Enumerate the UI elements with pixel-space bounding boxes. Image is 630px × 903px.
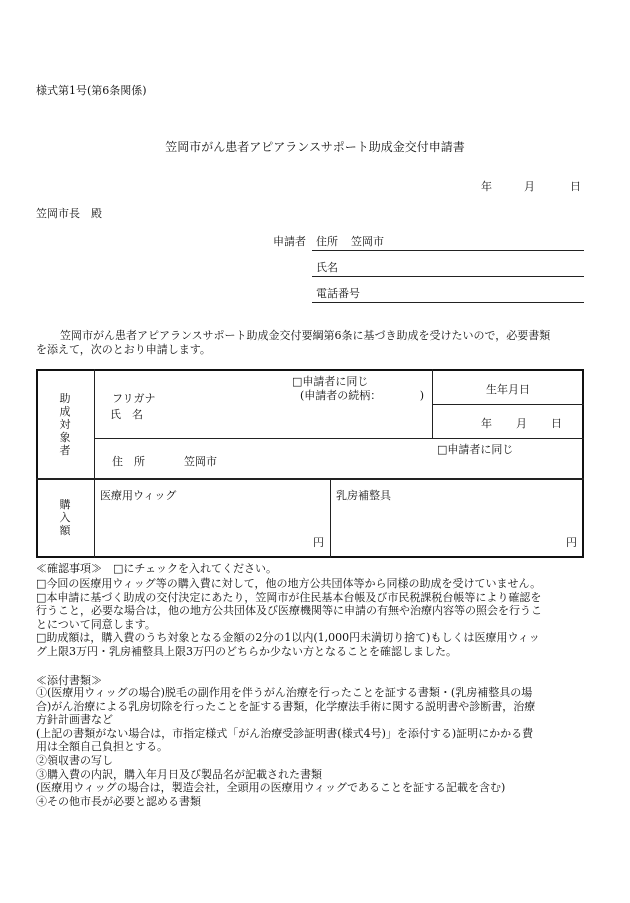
birth-day: 日: [551, 417, 562, 430]
applicant-phone-line[interactable]: [312, 302, 584, 303]
birthdate-label: 生年月日: [486, 383, 530, 396]
breast-yen: 円: [566, 536, 577, 549]
attach-line: (上記の書類がない場合は，市指定様式「がん治療受診証明書(様式4号)」を添付する)証明にかかる費: [36, 726, 534, 740]
applicant-address-line[interactable]: [312, 250, 584, 251]
label-column-divider: [94, 369, 95, 558]
applicant-address-value: 笠岡市: [351, 235, 384, 248]
attach-line: ①(医療用ウィッグの場合)脱毛の副作用を伴うがん治療を行ったことを証する書類・(乳房補整具の場: [36, 686, 533, 699]
attach-line: 合)がん治療による乳房切除を行ったことを証する書類，化学療法手術に関する説明書や診断書，治療: [36, 699, 536, 713]
attach-line: ③購入費の内訳，購入年月日及び製品名が記載された書類: [36, 767, 322, 781]
confirm-item-3[interactable]: □助成額は，購入費のうち対象となる金額の2分の1以内(1,000円未満切り捨て)もしくは医療用ウィッ: [36, 631, 540, 645]
purchase-label: 購 入 額: [59, 498, 71, 537]
subject-address-label: 住 所: [112, 455, 145, 468]
address-row-divider: [94, 438, 584, 439]
intro-paragraph: [36, 329, 550, 356]
attach-heading: ≪添付書類≫: [36, 674, 102, 687]
wig-yen: 円: [313, 536, 324, 549]
page-title: 笠岡市がん患者アピアランスサポート助成金交付申請書: [165, 140, 465, 154]
applicant-name-line[interactable]: [312, 276, 584, 277]
subject-label: 助 成 対 象 者: [59, 392, 71, 457]
wig-label: 医療用ウィッグ: [100, 489, 177, 502]
intro-line: 笠岡市がん患者アピアランスサポート助成金交付要綱第6条に基づき助成を受けたいので，必要書類: [60, 329, 551, 342]
date-month: 月: [524, 180, 535, 193]
furigana-label: フリガナ: [112, 392, 156, 405]
confirm-item-1[interactable]: □今回の医療用ウィッグ等の購入費に対して，他の地方公共団体等から同様の助成を受けていません。: [36, 577, 542, 590]
attach-line: ②領収書の写し: [36, 753, 113, 767]
attach-line: 方針計画書など: [36, 713, 113, 727]
addressee: 笠岡市長 殿: [36, 207, 102, 220]
same-address-checkbox[interactable]: □申請者に同じ: [437, 443, 514, 456]
subject-address-value: 笠岡市: [184, 455, 217, 468]
confirm-item-2[interactable]: □本申請に基づく助成の交付決定にあたり，笠岡市が住民基本台帳及び市民税課税台帳等により確認を: [36, 590, 542, 604]
birth-month: 月: [516, 417, 527, 430]
confirm-list: [36, 577, 542, 659]
applicant-phone-label: 電話番号: [316, 287, 360, 300]
confirm-heading: ≪確認事項≫ □にチェックを入れてください。: [36, 562, 278, 575]
breast-label: 乳房補整具: [336, 489, 391, 502]
birth-year: 年: [481, 417, 492, 430]
subject-name-label: 氏 名: [110, 408, 143, 421]
purchase-column-divider: [330, 479, 331, 558]
confirm-item-2-cont: とについて同意します。: [36, 617, 156, 631]
applicant-name-label: 氏名: [316, 261, 338, 274]
attach-line: ④その他市長が必要と認める書類: [36, 794, 201, 808]
confirm-item-2-cont: 行うこと，必要な場合は，他の地方公共団体及び医療機関等に申請の有無や治療内容等の照会を行うこ: [36, 604, 542, 618]
confirm-item-3-cont: グ上限3万円・乳房補整具上限3万円のどちらか少ない方となることを確認しました。: [36, 644, 457, 658]
date-day: 日: [570, 180, 581, 193]
applicant-label: 申請者: [273, 235, 306, 248]
date-year: 年: [481, 180, 492, 193]
intro-line: を添えて，次のとおり申請します。: [36, 342, 211, 356]
relationship-field[interactable]: (申請者の続柄： ): [300, 389, 425, 402]
form-number: 様式第1号(第6条関係): [36, 84, 147, 97]
attach-line: 用は全額自己負担とする。: [36, 740, 168, 754]
same-as-applicant-checkbox[interactable]: □申請者に同じ: [292, 375, 369, 388]
birthdate-row-divider: [432, 404, 584, 405]
section-divider: [36, 478, 584, 480]
attach-list: [36, 686, 535, 808]
attach-line: (医療用ウィッグの場合は，製造会社，全頭用の医療用ウィッグであることを証する記載を含む): [36, 781, 506, 795]
applicant-address-label: 住所: [316, 235, 338, 248]
